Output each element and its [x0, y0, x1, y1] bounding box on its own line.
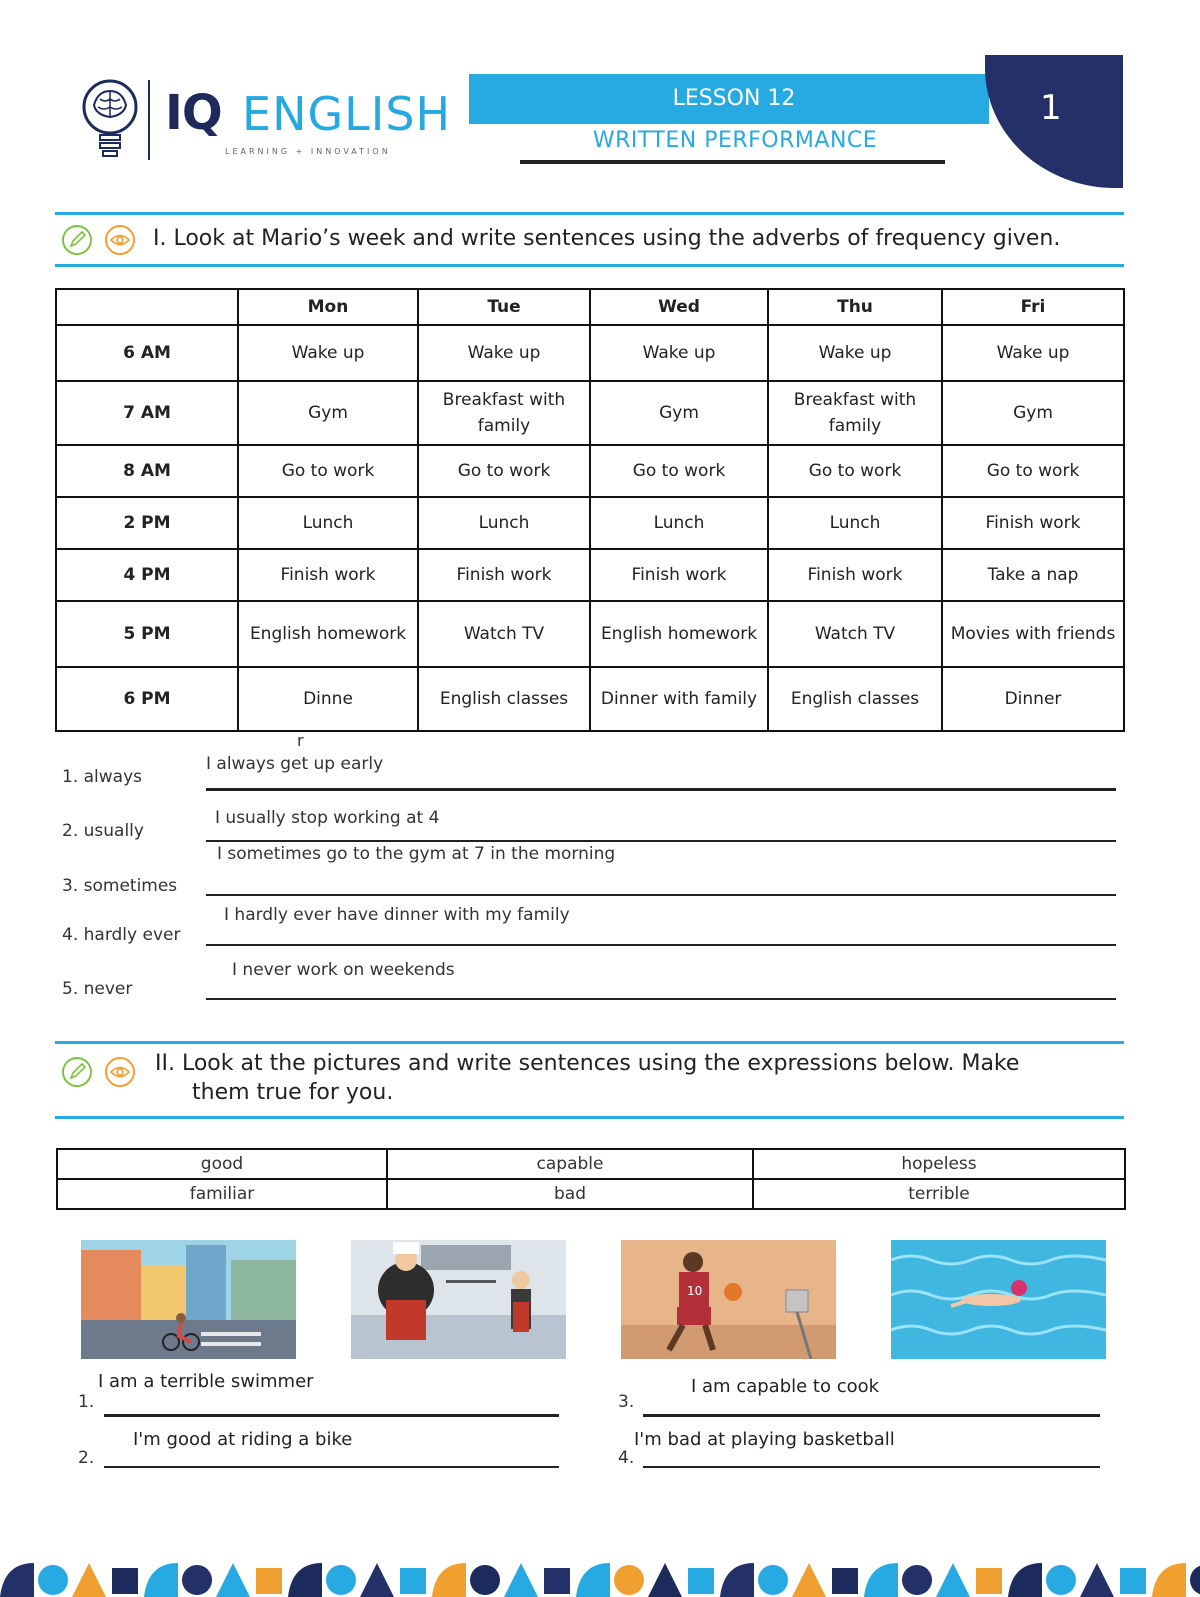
adverb-label: 5. never [62, 979, 133, 999]
footer-tile [38, 1565, 68, 1595]
activity-cell: Lunch [590, 497, 768, 549]
page-number: 1 [1040, 88, 1062, 128]
footer-tile [832, 1568, 858, 1594]
picture-answer[interactable]: I am a terrible swimmer [98, 1371, 314, 1392]
expression-cell: capable [387, 1149, 753, 1179]
activity-cell: Lunch [238, 497, 418, 549]
answer-number: 4. [618, 1448, 635, 1468]
time-cell: 6 AM [56, 325, 238, 381]
footer-tile [792, 1563, 826, 1597]
footer-tile [758, 1565, 788, 1595]
footer-tile [976, 1568, 1002, 1594]
lesson-title: LESSON 12 [672, 86, 796, 111]
time-cell: 2 PM [56, 497, 238, 549]
answer-line [206, 998, 1116, 1000]
activity-cell: Lunch [768, 497, 942, 549]
basketball-player-image [621, 1240, 836, 1359]
footer-tile [470, 1565, 500, 1595]
activity-cell: English homework [590, 601, 768, 667]
activity-cell: Go to work [590, 445, 768, 497]
activity-cell: Lunch [418, 497, 590, 549]
expression-cell: familiar [57, 1179, 387, 1209]
activity-cell: Take a nap [942, 549, 1124, 601]
footer-tile [400, 1568, 426, 1594]
answer-number: 1. [78, 1392, 95, 1412]
answer-line [206, 944, 1116, 946]
activity-cell: English classes [418, 667, 590, 731]
eye-icon [105, 225, 135, 255]
adverb-label: 4. hardly ever [62, 925, 181, 945]
swimmer-image [891, 1240, 1106, 1359]
footer-tile [1152, 1563, 1186, 1597]
answer-line [206, 894, 1116, 896]
section-rule [55, 1041, 1124, 1044]
footer-tile [1080, 1563, 1114, 1597]
activity-cell: Wake up [418, 325, 590, 381]
activity-cell: Dinner [942, 667, 1124, 731]
time-cell: 8 AM [56, 445, 238, 497]
activity-cell: English classes [768, 667, 942, 731]
footer-tile [902, 1565, 932, 1595]
activity-cell: Finish work [590, 549, 768, 601]
footer-tile [432, 1563, 466, 1597]
picture-answer[interactable]: I am capable to cook [691, 1376, 880, 1397]
cyclist-image [81, 1240, 296, 1359]
activity-cell: Wake up [768, 325, 942, 381]
footer-tile [1008, 1563, 1042, 1597]
expression-cell: good [57, 1149, 387, 1179]
activity-cell: Finish work [942, 497, 1124, 549]
day-header: Mon [238, 289, 418, 325]
schedule-header-row [56, 289, 1124, 325]
adverb-label: 2. usually [62, 821, 144, 841]
table-row [56, 601, 1124, 667]
footer-tile [688, 1568, 714, 1594]
activity-cell: Go to work [942, 445, 1124, 497]
expression-cell: hopeless [753, 1149, 1125, 1179]
activity-cell: English homework [238, 601, 418, 667]
table-row [57, 1179, 1125, 1209]
day-header: Wed [590, 289, 768, 325]
section-rule [55, 264, 1124, 267]
eye-icon [105, 1057, 135, 1087]
activity-cell: Finish work [418, 549, 590, 601]
adverb-answer[interactable]: I usually stop working at 4 [215, 808, 440, 828]
activity-cell: Dinne [238, 667, 418, 731]
table-row [56, 549, 1124, 601]
activity-cell: Breakfast with family [768, 381, 942, 445]
footer-tile [72, 1563, 106, 1597]
day-header: Fri [942, 289, 1124, 325]
activity-cell: Go to work [418, 445, 590, 497]
activity-cell: Wake up [942, 325, 1124, 381]
table-row [57, 1149, 1125, 1179]
table-row [56, 381, 1124, 445]
footer-tile [576, 1563, 610, 1597]
footer-tile [864, 1563, 898, 1597]
section1-title: I. Look at Mario’s week and write sentences using the adverbs of frequency given. [153, 226, 1061, 251]
answer-number: 2. [78, 1448, 95, 1468]
answer-line [206, 788, 1116, 791]
activity-cell: Go to work [238, 445, 418, 497]
logo-english: ENGLISH [242, 87, 452, 141]
footer-tile [360, 1563, 394, 1597]
section-rule [55, 1116, 1124, 1119]
footer-tile [936, 1563, 970, 1597]
footer-tile [720, 1563, 754, 1597]
footer-tile [1120, 1568, 1146, 1594]
footer-tile [614, 1565, 644, 1595]
logo-iq: IQ [165, 85, 222, 141]
activity-cell: Wake up [590, 325, 768, 381]
activity-cell: Movies with friends [942, 601, 1124, 667]
decorative-footer-pattern [0, 1530, 1200, 1597]
activity-cell: Gym [238, 381, 418, 445]
brand-logo [60, 55, 465, 180]
answer-line [104, 1466, 559, 1468]
expressions-table [56, 1148, 1126, 1210]
day-header: Tue [418, 289, 590, 325]
activity-cell: Breakfast with family [418, 381, 590, 445]
footer-tile [256, 1568, 282, 1594]
activity-cell: Watch TV [768, 601, 942, 667]
section2-title-line1: II. Look at the pictures and write sentences using the expressions below. Make [155, 1051, 1020, 1076]
section-rule [55, 212, 1124, 215]
footer-tile [182, 1565, 212, 1595]
corner-cell [56, 289, 238, 325]
adverb-label: 1. always [62, 767, 143, 787]
footer-tile [504, 1563, 538, 1597]
adverb-label: 3. sometimes [62, 876, 178, 896]
footer-tile [326, 1565, 356, 1595]
adverb-answer[interactable]: I always get up early [206, 754, 384, 774]
adverb-answer[interactable]: I hardly ever have dinner with my family [224, 905, 570, 925]
table-row [56, 325, 1124, 381]
pencil-icon [62, 225, 92, 255]
expression-cell: bad [387, 1179, 753, 1209]
brain-bulb-icon [80, 77, 140, 162]
answer-number: 3. [618, 1392, 635, 1412]
picture-answer[interactable]: I'm bad at playing basketball [634, 1429, 895, 1450]
time-cell: 6 PM [56, 667, 238, 731]
activity-cell: Finish work [768, 549, 942, 601]
schedule-table [55, 288, 1125, 732]
activity-cell: Watch TV [418, 601, 590, 667]
adverb-answer[interactable]: I never work on weekends [232, 960, 455, 980]
answer-line [206, 840, 1116, 842]
chefs-kitchen-image [351, 1240, 566, 1359]
footer-tile [1190, 1565, 1200, 1595]
table-row [56, 667, 1124, 731]
footer-tile [0, 1563, 34, 1597]
section2-title-line2: them true for you. [192, 1080, 394, 1105]
logo-divider [148, 80, 150, 160]
footer-tile [648, 1563, 682, 1597]
activity-cell: Go to work [768, 445, 942, 497]
expression-cell: terrible [753, 1179, 1125, 1209]
day-header: Thu [768, 289, 942, 325]
adverb-answer[interactable]: I sometimes go to the gym at 7 in the morning [217, 844, 616, 864]
activity-cell: Wake up [238, 325, 418, 381]
logo-tagline: LEARNING + INNOVATION [225, 147, 391, 156]
activity-cell: Gym [942, 381, 1124, 445]
answer-line [104, 1414, 559, 1417]
answer-line [643, 1466, 1100, 1468]
activity-cell: Dinner with family [590, 667, 768, 731]
subtitle-underline [520, 160, 945, 164]
table-row [56, 445, 1124, 497]
footer-tile [1046, 1565, 1076, 1595]
footer-tile [112, 1568, 138, 1594]
table-row [56, 497, 1124, 549]
footer-tile [144, 1563, 178, 1597]
activity-cell: Gym [590, 381, 768, 445]
answer-line [643, 1414, 1100, 1417]
activity-cell: Finish work [238, 549, 418, 601]
time-cell: 7 AM [56, 381, 238, 445]
picture-answer[interactable]: I'm good at riding a bike [133, 1429, 353, 1450]
time-cell: 5 PM [56, 601, 238, 667]
svg-text:10: 10 [687, 1284, 703, 1298]
footer-tile [216, 1563, 250, 1597]
page-subtitle: WRITTEN PERFORMANCE [592, 128, 878, 153]
pencil-icon [62, 1057, 92, 1087]
time-cell: 4 PM [56, 549, 238, 601]
footer-tile [288, 1563, 322, 1597]
footer-tile [544, 1568, 570, 1594]
stray-letter: r [297, 731, 304, 750]
